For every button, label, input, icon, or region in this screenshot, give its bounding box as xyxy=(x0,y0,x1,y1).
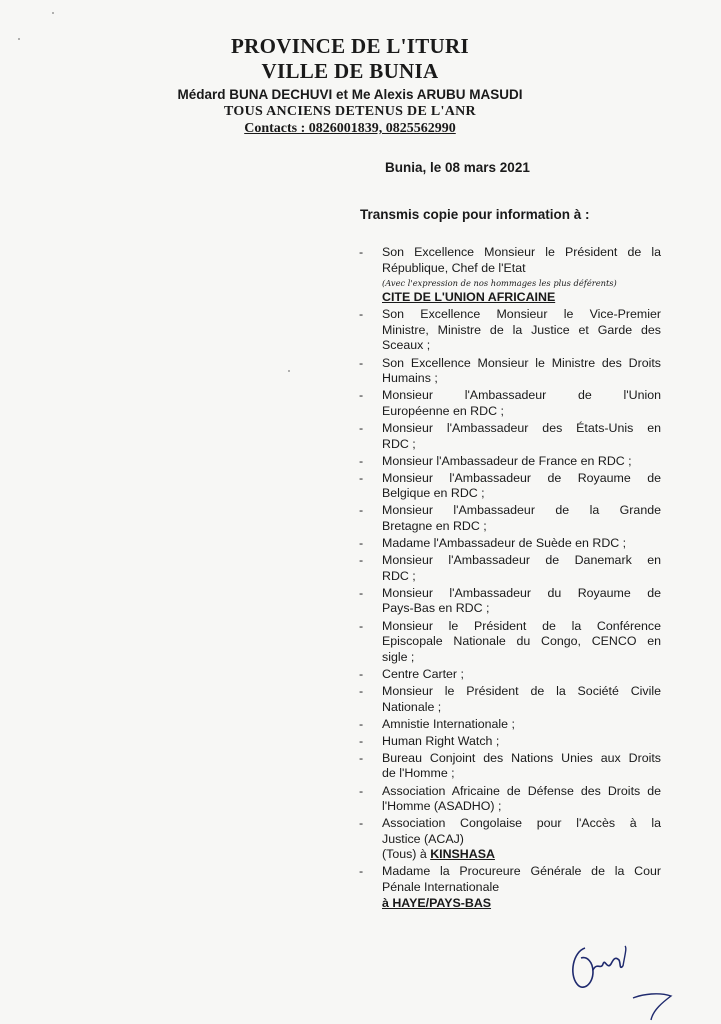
recipient-line: Monsieur l'Ambassadeur de France en RDC ; xyxy=(382,453,632,468)
recipient-note: (Avec l'expression de nos hommages les plus déférents) xyxy=(382,278,617,289)
recipient-tous-line xyxy=(382,847,661,863)
recipient-item xyxy=(359,734,661,750)
recipient-line: Bureau Conjoint des Nations Unies aux Droits xyxy=(382,750,661,765)
recipient-line: Européenne en RDC ; xyxy=(382,403,504,418)
recipient-line: Ministre, Ministre de la Justice et Garde des xyxy=(382,322,661,337)
recipient-item xyxy=(359,751,661,782)
recipient-item xyxy=(359,454,661,470)
header-contacts: Contacts : 0826001839, 0825562990 xyxy=(244,121,456,136)
bullet-dash: - xyxy=(359,245,364,259)
recipient-item xyxy=(359,388,661,419)
bullet-dash: - xyxy=(359,553,364,568)
recipient-place: CITE DE L'UNION AFRICAINE xyxy=(382,290,556,305)
recipient-item xyxy=(359,245,661,306)
recipient-line: Son Excellence Monsieur le Ministre des Droits xyxy=(382,355,661,370)
recipient-line: Belgique en RDC ; xyxy=(382,486,485,501)
recipient-line: Human Right Watch ; xyxy=(382,733,500,748)
bullet-dash: - xyxy=(359,307,364,322)
bullet-dash: - xyxy=(359,666,364,681)
recipient-item xyxy=(359,586,661,617)
scan-speck xyxy=(18,38,20,40)
recipient-line: Monsieur le Président de la Société Civile xyxy=(382,683,661,698)
recipient-item xyxy=(359,784,661,815)
recipient-line: l'Homme (ASADHO) ; xyxy=(382,799,502,814)
bullet-dash: - xyxy=(359,683,364,698)
transmis-heading: Transmis copie pour information à : xyxy=(360,207,590,222)
recipient-line: Association Congolaise pour l'Accès à la xyxy=(382,816,661,831)
recipient-line: RDC ; xyxy=(382,568,416,583)
bullet-dash: - xyxy=(359,503,364,518)
recipient-line: Monsieur l'Ambassadeur de Danemark en xyxy=(382,553,661,568)
recipient-line: Pays-Bas en RDC ; xyxy=(382,601,490,616)
recipient-line: Son Excellence Monsieur le Vice-Premier xyxy=(382,307,661,322)
recipient-item xyxy=(359,816,661,863)
recipient-line: Madame l'Ambassadeur de Suède en RDC ; xyxy=(382,536,627,551)
scan-speck xyxy=(52,12,54,14)
recipient-item xyxy=(359,356,661,387)
recipient-item xyxy=(359,619,661,666)
scan-speck xyxy=(288,370,290,372)
recipient-line: Bretagne en RDC ; xyxy=(382,519,487,533)
recipient-item xyxy=(359,536,661,552)
recipient-haye: à HAYE/PAYS-BAS xyxy=(382,895,492,910)
bullet-dash: - xyxy=(359,585,364,600)
bullet-dash: - xyxy=(359,388,364,403)
recipient-line: Monsieur l'Ambassadeur des États-Unis en xyxy=(382,420,661,435)
bullet-dash: - xyxy=(359,420,364,435)
recipient-item xyxy=(359,471,661,502)
recipient-line: de l'Homme ; xyxy=(382,766,455,781)
recipient-line: Monsieur l'Ambassadeur du Royaume de xyxy=(382,585,661,600)
recipient-item xyxy=(359,684,661,715)
recipient-line: Monsieur le Président de la Conférence xyxy=(382,618,661,633)
recipient-line: Association Africaine de Défense des Droits de xyxy=(382,783,661,798)
recipient-line: Sceaux ; xyxy=(382,338,431,353)
recipient-item xyxy=(359,421,661,452)
bullet-dash: - xyxy=(359,536,364,551)
bullet-dash: - xyxy=(359,453,364,468)
tous-prefix: (Tous) à xyxy=(382,847,431,862)
recipient-line: Monsieur l'Ambassadeur de la Grande xyxy=(382,503,661,518)
bullet-dash: - xyxy=(359,355,364,370)
bullet-dash: - xyxy=(359,470,364,485)
recipient-item xyxy=(359,667,661,683)
recipient-line: Episcopale Nationale du Congo, CENCO en xyxy=(382,634,661,649)
recipient-line: Monsieur l'Ambassadeur de Royaume de xyxy=(382,470,661,485)
recipient-line: Justice (ACAJ) xyxy=(382,831,464,846)
bullet-dash: - xyxy=(359,783,364,798)
bullet-dash: - xyxy=(359,618,364,633)
recipient-line: RDC ; xyxy=(382,436,416,451)
bullet-dash: - xyxy=(359,750,364,765)
recipient-line: Nationale ; xyxy=(382,699,442,714)
header-names: Médard BUNA DECHUVI et Me Alexis ARUBU MASUDI xyxy=(177,87,523,102)
recipient-item xyxy=(359,553,661,584)
header-detenus: TOUS ANCIENS DETENUS DE L'ANR xyxy=(224,104,476,119)
recipient-line: sigle ; xyxy=(382,649,415,664)
recipient-line: Pénale Internationale xyxy=(382,880,500,895)
recipient-item xyxy=(359,307,661,354)
recipient-line: Monsieur l'Ambassadeur de l'Union xyxy=(382,388,661,403)
bullet-dash: - xyxy=(359,733,364,748)
tous-city: KINSHASA xyxy=(430,847,495,862)
recipient-item xyxy=(359,717,661,733)
recipient-item xyxy=(359,864,661,911)
recipient-item xyxy=(359,503,661,534)
header-province: PROVINCE DE L'ITURI xyxy=(231,34,469,58)
header-ville: VILLE DE BUNIA xyxy=(261,59,439,83)
recipient-line: Son Excellence Monsieur le Président de la xyxy=(382,245,661,259)
recipient-line: Centre Carter ; xyxy=(382,666,464,681)
recipient-line: Humains ; xyxy=(382,371,438,386)
signature-icon xyxy=(567,940,687,1024)
bullet-dash: - xyxy=(359,816,364,831)
bullet-dash: - xyxy=(359,716,364,731)
recipient-line: République, Chef de l'Etat xyxy=(382,260,526,275)
recipient-line: Madame la Procureure Générale de la Cour xyxy=(382,864,661,879)
bullet-dash: - xyxy=(359,864,364,879)
recipient-list xyxy=(359,245,661,913)
document-date: Bunia, le 08 mars 2021 xyxy=(385,160,530,175)
recipient-line: Amnistie Internationale ; xyxy=(382,716,515,731)
